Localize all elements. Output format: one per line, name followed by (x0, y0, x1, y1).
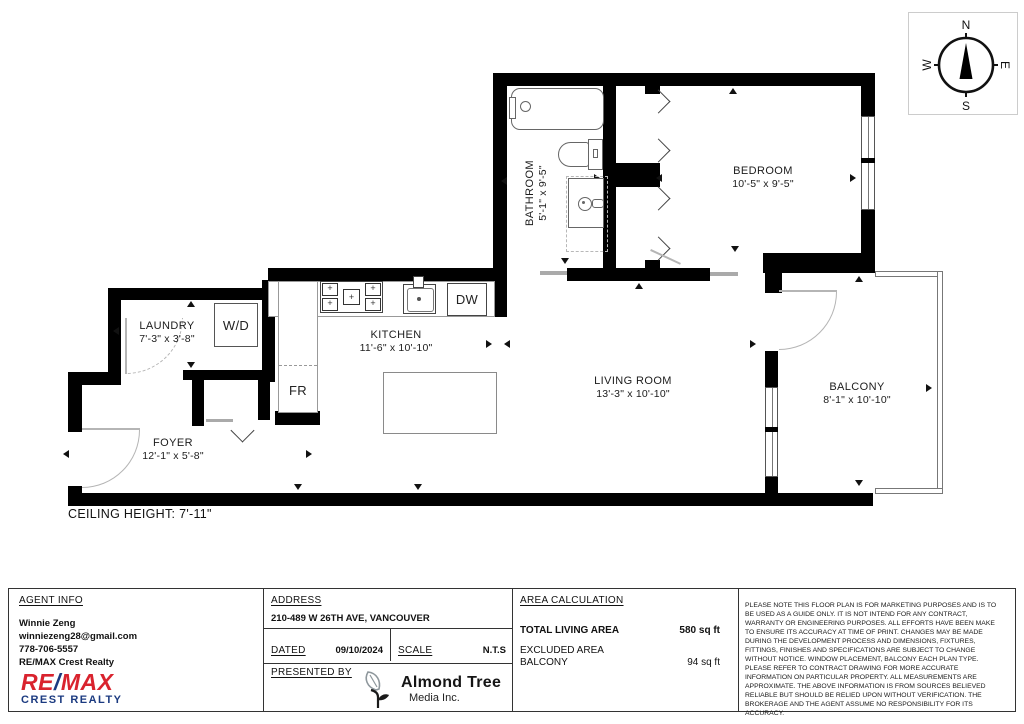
address-value: 210-489 W 26TH AVE, VANCOUVER (271, 613, 430, 624)
dimension-arrow (855, 480, 863, 486)
agent-info-cell (19, 595, 137, 668)
address-heading: ADDRESS (271, 595, 322, 606)
fridge-label: FR (289, 382, 307, 398)
bedroom-name: BEDROOM (733, 165, 793, 177)
wall (493, 73, 875, 86)
entry-door-arc (82, 430, 140, 488)
vanity-drain (582, 201, 585, 204)
wall (567, 268, 710, 281)
area-heading: AREA CALCULATION (520, 595, 624, 606)
wall (603, 163, 660, 187)
bathtub-drain (520, 101, 531, 112)
bedroom-door-threshold (710, 272, 738, 276)
balcony-rail-bottom (875, 488, 943, 494)
bedroom-window-divider (861, 158, 875, 163)
wall (258, 378, 270, 420)
dimension-arrow (187, 362, 195, 368)
scale-row (398, 645, 506, 656)
kitchen-faucet (413, 276, 424, 288)
dimension-arrow (729, 88, 737, 94)
agent-info-heading: AGENT INFO (19, 595, 83, 606)
dimension-arrow (750, 340, 756, 348)
dimension-arrow (561, 258, 569, 264)
fridge-divider (279, 365, 317, 366)
table-divider (390, 628, 391, 661)
balcony-dims: 8'-1" x 10'-10" (823, 394, 891, 406)
dimension-arrow (635, 283, 643, 289)
remax-sub-label: CREST REALTY (21, 694, 123, 706)
washer-dryer: W/D (214, 303, 258, 347)
wall (861, 86, 875, 118)
agent-name: Winnie Zeng (19, 618, 76, 629)
balcony-label (823, 381, 891, 407)
bathroom-door-threshold (540, 271, 567, 275)
wall (765, 476, 778, 494)
excluded-item-label: BALCONY (520, 657, 568, 668)
balcony-name: BALCONY (829, 381, 885, 393)
info-table (8, 588, 1016, 717)
bedroom-label (732, 165, 794, 191)
dated-label: DATED (271, 645, 306, 656)
laundry-label (139, 320, 195, 346)
excluded-area-value: 94 sq ft (687, 657, 720, 668)
presented-by-label: PRESENTED BY (271, 667, 352, 678)
closet-bifold-door-icon (646, 186, 670, 210)
dimension-arrow (187, 301, 195, 307)
kitchen-sink-drain (417, 297, 421, 301)
kitchen-island (383, 372, 497, 434)
wall (275, 411, 320, 425)
wall (68, 493, 873, 506)
compass-east: E (998, 60, 1012, 70)
presenter-sub: Media Inc. (409, 692, 460, 704)
wall (268, 268, 495, 281)
kitchen-name: KITCHEN (370, 329, 422, 341)
toilet-flush (593, 149, 598, 158)
dimension-arrow (486, 340, 492, 348)
vanity-faucet (592, 199, 604, 208)
table-divider (738, 589, 739, 711)
table-divider (263, 628, 512, 629)
total-area-row (520, 625, 720, 636)
compass-south: S (961, 99, 971, 113)
dated-value: 09/10/2024 (335, 645, 383, 656)
area-calculation-cell (520, 595, 720, 606)
balcony-area-row (520, 657, 720, 668)
dimension-arrow (850, 174, 856, 182)
living-room-label (594, 375, 672, 401)
dimension-arrow (501, 177, 507, 185)
foyer-name: FOYER (153, 437, 193, 449)
balcony-rail-right (937, 271, 943, 494)
laundry-dims: 7'-3" x 3'-8" (139, 333, 195, 345)
excluded-area-label: EXCLUDED AREA (520, 645, 604, 656)
wall (493, 73, 507, 317)
dimension-arrow (504, 340, 510, 348)
presenter-name: Almond Tree (401, 674, 502, 691)
bathroom-name: BATHROOM (524, 160, 536, 226)
address-cell (271, 595, 430, 624)
balcony-rail-top (875, 271, 943, 277)
balcony-door-arc (779, 292, 837, 350)
closet-bifold-door-icon (646, 138, 670, 162)
bedroom-dims: 10'-5" x 9'-5" (732, 178, 794, 190)
almond-tree-logo (361, 669, 501, 709)
almond-tree-icon (361, 669, 395, 709)
total-area-value: 580 sq ft (679, 625, 720, 636)
wall (763, 253, 875, 273)
dimension-arrow (113, 327, 119, 335)
agent-phone: 778-706-5557 (19, 644, 79, 655)
agent-email: winniezeng28@gmail.com (19, 631, 138, 642)
dimension-arrow (414, 484, 422, 490)
bathroom-label (524, 160, 550, 226)
remax-wordmark: RE/MAX (21, 669, 114, 695)
bathtub-faucet (509, 97, 516, 119)
vanity-sink (578, 197, 592, 211)
table-divider (263, 589, 264, 711)
foyer-label (142, 437, 204, 463)
table-divider (263, 663, 512, 664)
floor-plan-page: FR + + + + + DW W/D BATHROOM 5'-1" x 9'-5" BEDROOM 10'-5" x 9'-5" LAUNDRY 7'-3" x 3'-8" KITCHEN 11'-6" x 10'-10" LIVING ROOM 13'-3" x 10'-10" BALCONY 8'-1" x 10'-10" FOYER 12'-1" x 5'-8" CEILING HEIGHT: 7'-11" N S W E AGENT INFO Winnie Zeng winniezeng28@gmail.com 778-706-5557 RE/MAX Crest Realty RE/MAX CREST REALTY ADDRESS 210-489 W 26TH AVE, VANCOUVER DATED 09/10/2024 SCALE N.T.S PRESENTED BY Almond Tree Media Inc. AREA CALCULATION TOTAL LIVING AREA 580 sq ft EXCLUDED AREA BALCONY 94 sq ft PLEASE NOTE THIS FLOOR PLAN IS FOR MARKETING PURPOSES AND IS TO BE USED AS A GUIDE ONLY. IT IS NOT INTEND FOR ANY CONTRACT, WARRANTY OR ENGINEERING PURPOSES. ALL EFFORTS HAVE BEEN MAKE TO ENSURE ITS ACCURACY AT TIME OF PRINT. CHANGES MAY BE MADE DURING THE DEVELOPMENT PROCESS AND DIMENSIONS, FIXTURES, FITTINGS, FINISHES AND SPECIFICATIONS ARE SUBJECT TO CHANGE WITHOUT NOTICE. WINDOW PLACEMENT, BALCONY EACH PLAN TYPE. PLEASE REFER TO CONTRACT DRAWING FOR MORE ACCURATE INFORMATION ON PARTICULAR PROPERTY. ALL MEASUREMENTS ARE APPROXIMATE. THE ABOVE INFORMATION IS FROM SOURCES BELIEVED RELIABLE BUT SHOULD BE RELIED UPON WITHOUT VERIFICATION. THE BROKERAGE AND THE AGENT ASSUME NO RESPONSIBILITY FOR ITS ACCURACY. (0, 0, 1024, 724)
bathroom-dims: 5'-1" x 9'-5" (537, 165, 549, 221)
living-room-window-divider (765, 427, 778, 432)
wall (192, 378, 204, 426)
remax-logo (21, 671, 123, 706)
wall (68, 372, 82, 432)
dated-row (271, 645, 383, 656)
living-room-name: LIVING ROOM (594, 375, 672, 387)
laundry-name: LAUNDRY (139, 320, 195, 332)
foyer-dims: 12'-1" x 5'-8" (142, 450, 204, 462)
dimension-arrow (926, 384, 932, 392)
kitchen-label (360, 329, 433, 355)
living-room-dims: 13'-3" x 10'-10" (596, 388, 670, 400)
closet-bifold-door-icon (230, 418, 254, 442)
agent-brokerage: RE/MAX Crest Realty (19, 657, 115, 668)
compass-north: N (961, 18, 971, 32)
scale-value: N.T.S (482, 645, 506, 656)
toilet-bowl (558, 142, 589, 167)
dimension-arrow (656, 174, 662, 182)
table-divider (512, 589, 513, 711)
ceiling-height-note: CEILING HEIGHT: 7'-11" (68, 507, 212, 521)
bedroom-window (861, 116, 875, 210)
dimension-arrow (63, 450, 69, 458)
dimension-arrow (306, 450, 312, 458)
kitchen-dims: 11'-6" x 10'-10" (359, 342, 433, 354)
foyer-closet-threshold (206, 419, 233, 422)
total-area-label: TOTAL LIVING AREA (520, 625, 620, 636)
compass-icon (909, 13, 1017, 114)
disclaimer-text: PLEASE NOTE THIS FLOOR PLAN IS FOR MARKETING PURPOSES AND IS TO BE USED AS A GUIDE ONLY. IT IS NOT INTEND FOR ANY CONTRACT, WARRANTY OR ENGINEERING PURPOSES. ALL EFFORTS HAVE BEEN MAKE TO ENSURE ITS ACCURACY AT TIME OF PRINT. CHANGES MAY BE MADE DURING THE DEVELOPMENT PROCESS AND DIMENSIONS, FIXTURES, FITTINGS, FINISHES AND SPECIFICATIONS ARE SUBJECT TO CHANGE WITHOUT NOTICE. WINDOW PLACEMENT, BALCONY EACH PLAN TYPE. PLEASE REFER TO CONTRACT DRAWING FOR MORE ACCURATE INFORMATION ON PARTICULAR PROPERTY. ALL MEASUREMENTS ARE APPROXIMATE. THE ABOVE INFORMATION IS FROM SOURCES BELIEVED RELIABLE BUT SHOULD BE RELIED UPON WITHOUT VERIFICATION. THE BROKERAGE AND THE AGENT ASSUME NO RESPONSIBILITY FOR ITS ACCURACY. (745, 602, 997, 717)
dishwasher: DW (447, 283, 487, 316)
wall (765, 351, 778, 389)
dimension-arrow (294, 484, 302, 490)
dimension-arrow (855, 276, 863, 282)
compass-box (908, 12, 1018, 115)
wall (108, 288, 273, 300)
living-room-window (765, 387, 778, 477)
dimension-arrow (731, 246, 739, 252)
scale-label: SCALE (398, 645, 433, 656)
compass-west: W (920, 59, 934, 71)
